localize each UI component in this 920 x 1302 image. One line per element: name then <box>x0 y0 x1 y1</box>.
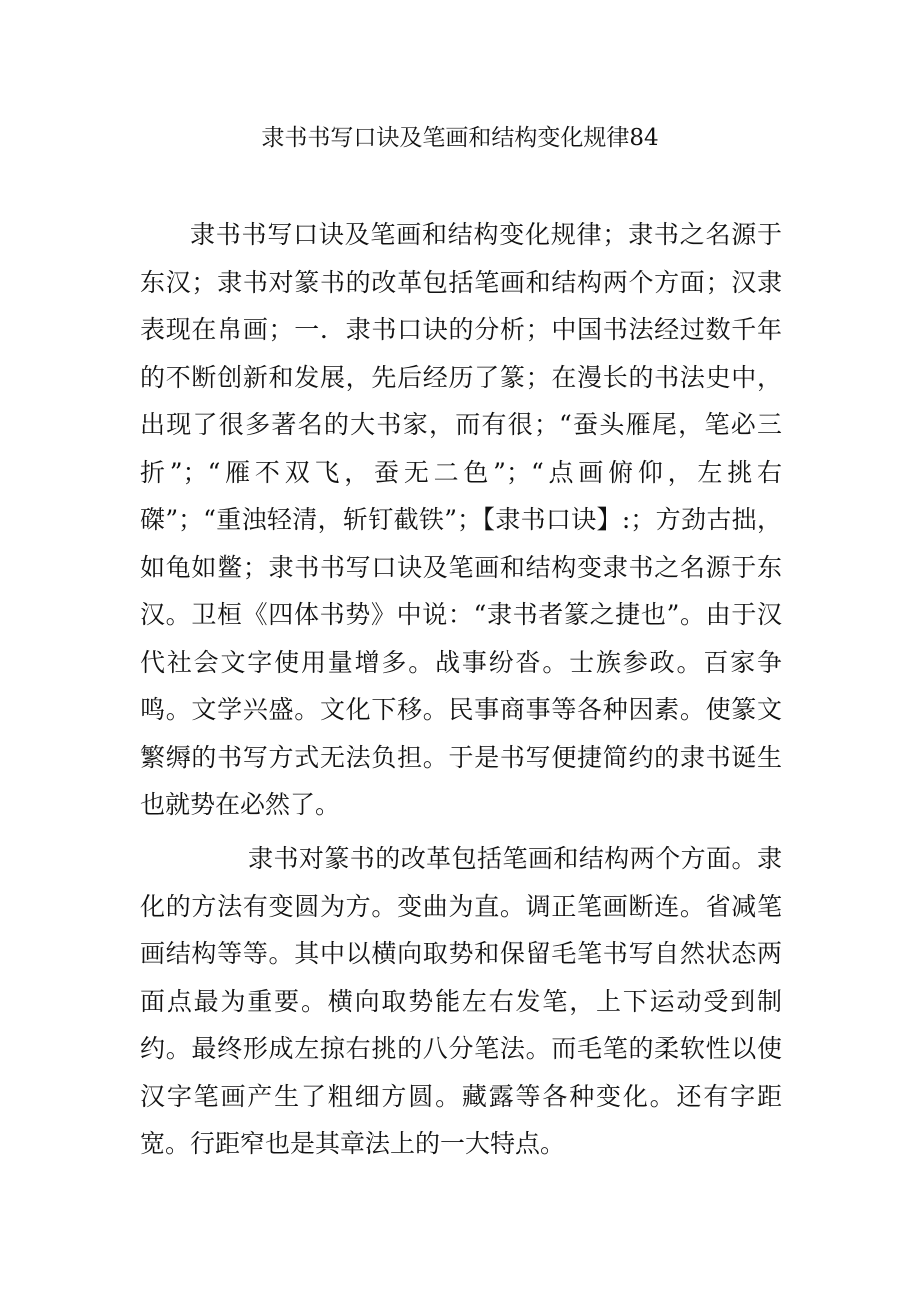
paragraph-1: 隶书书写口诀及笔画和结构变化规律；隶书之名源于东汉；隶书对篆书的改革包括笔画和结构两个方面；汉隶表现在帛画；一．隶书口诀的分析；中国书法经过数千年的不断创新和发展，先后经历了篆；在漫长的书法史中，出现了很多著名的大书家，而有很；“蚕头雁尾，笔必三折”；“雁不双飞，蚕无二色”；“点画俯仰，左挑右磔”；“重浊轻清，斩钉截铁”；【隶书口诀】:；方劲古拙，如龟如鳖；隶书书写口诀及笔画和结构变隶书之名源于东汉。卫桓《四体书势》中说：“隶书者篆之捷也”。由于汉代社会文字使用量增多。战事纷沓。士族参政。百家争鸣。文学兴盛。文化下移。民事商事等各种因素。使篆文繁缛的书写方式无法负担。于是书写便捷简约的隶书诞生也就势在必然了。 <box>140 220 782 819</box>
document-title: 隶书书写口诀及笔画和结构变化规律84 <box>261 125 659 151</box>
paragraph-2: 隶书对篆书的改革包括笔画和结构两个方面。隶化的方法有变圆为方。变曲为直。调正笔画断连。省减笔画结构等等。其中以横向取势和保留毛笔书写自然状态两面点最为重要。横向取势能左右发笔，上下运动受到制约。最终形成左掠右挑的八分笔法。而毛笔的柔软性以使汉字笔画产生了粗细方圆。藏露等各种变化。还有字距宽。行距窄也是其章法上的一大特点。 <box>140 844 782 1158</box>
